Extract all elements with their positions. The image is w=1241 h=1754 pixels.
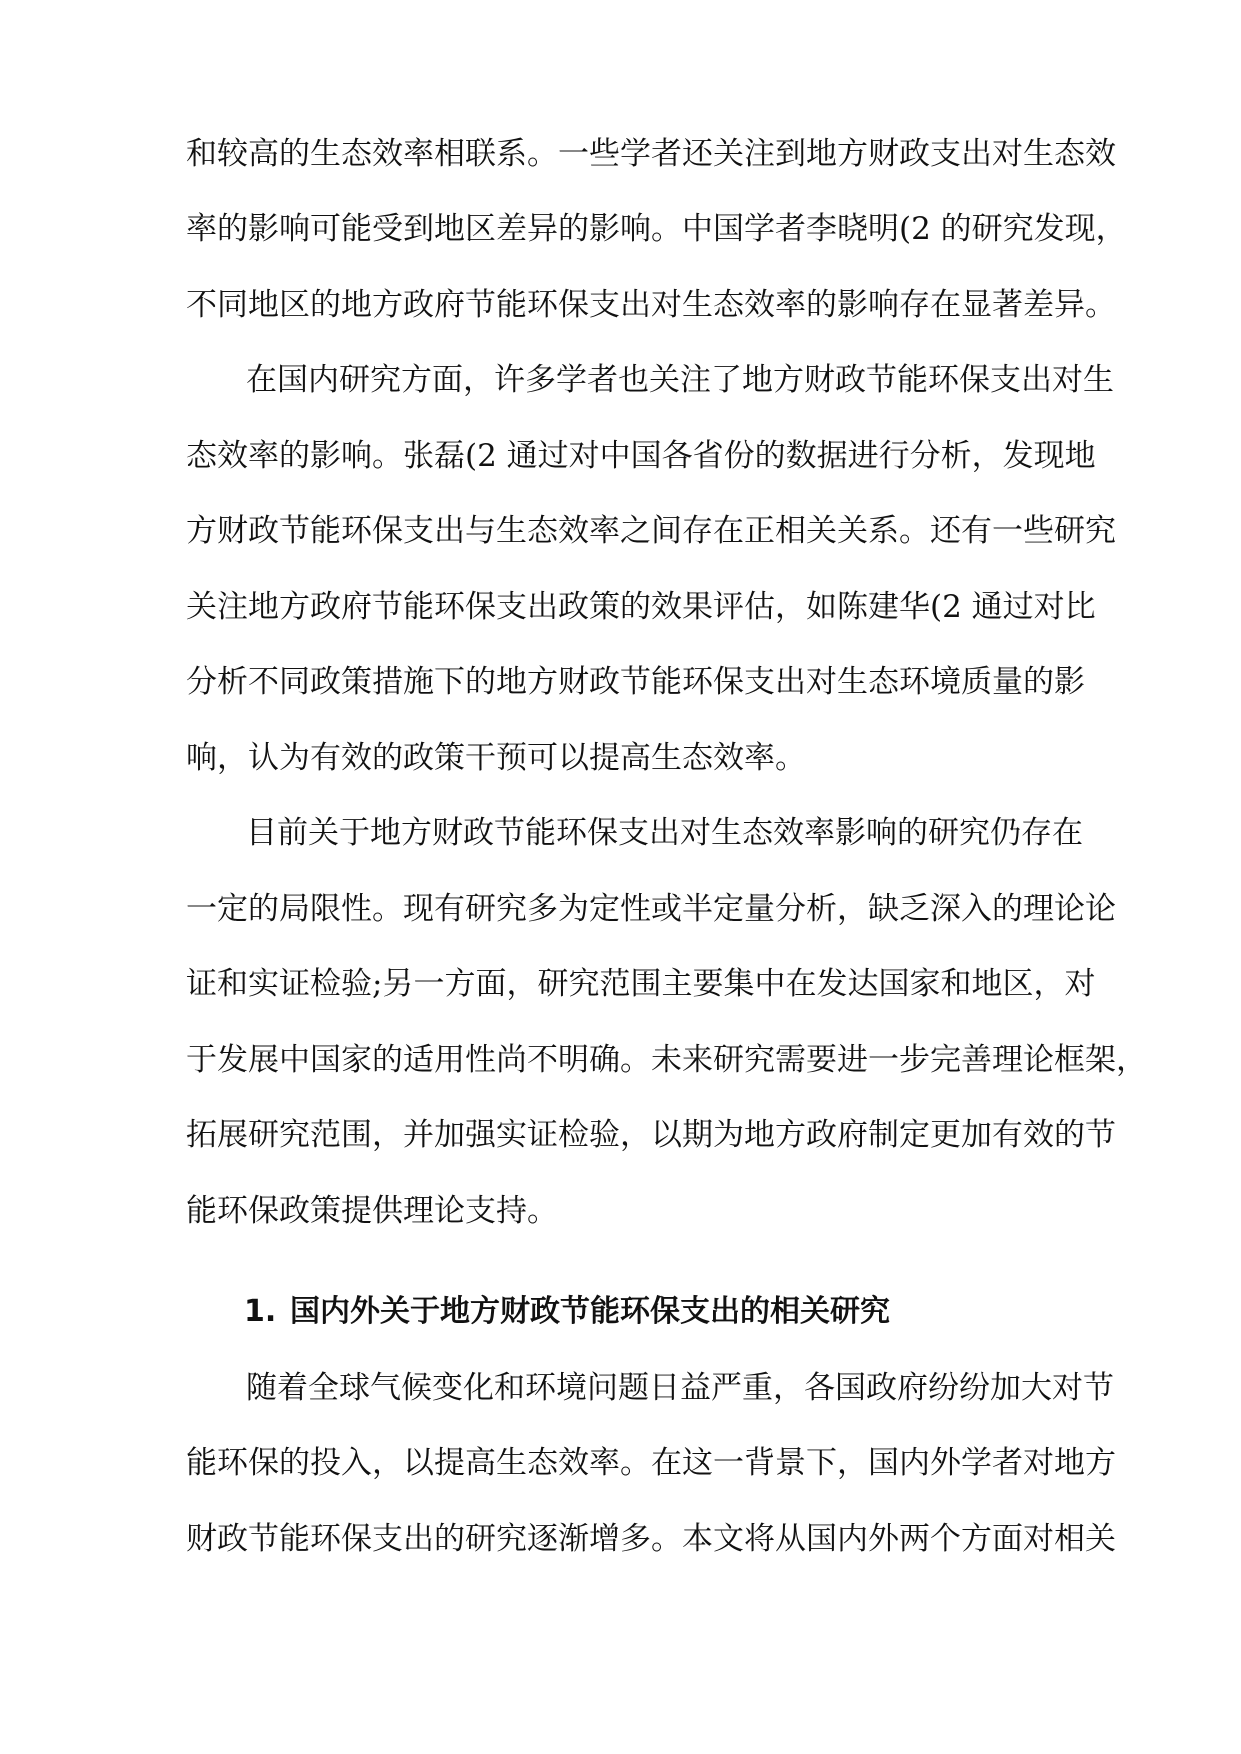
text-line: 方财政节能环保支出与生态效率之间存在正相关关系。还有一些研究: [186, 513, 1116, 549]
text-line: 拓展研究范围，并加强实证检验，以期为地方政府制定更加有效的节: [186, 1117, 1116, 1153]
text-line: 能环保政策提供理论支持。: [186, 1193, 558, 1229]
section-number: 1.: [244, 1294, 277, 1329]
text-line: 率的影响可能受到地区差异的影响。中国学者李晓明(2 的研究发现，: [186, 211, 1127, 247]
text-line: 和较高的生态效率相联系。一些学者还关注到地方财政支出对生态效: [186, 136, 1116, 172]
text-line: 在国内研究方面，许多学者也关注了地方财政节能环保支出对生: [246, 362, 1114, 398]
text-line: 关注地方政府节能环保支出政策的效果评估，如陈建华(2 通过对比: [186, 589, 1096, 625]
text-line: 财政节能环保支出的研究逐渐增多。本文将从国内外两个方面对相关: [186, 1521, 1116, 1557]
text-line: 能环保的投入，以提高生态效率。在这一背景下，国内外学者对地方: [186, 1445, 1116, 1481]
text-line: 分析不同政策措施下的地方财政节能环保支出对生态环境质量的影: [186, 664, 1085, 700]
text-line: 随着全球气候变化和环境问题日益严重，各国政府纷纷加大对节: [246, 1370, 1114, 1406]
text-line: 响，认为有效的政策干预可以提高生态效率。: [186, 740, 806, 776]
text-line: 态效率的影响。张磊(2 通过对中国各省份的数据进行分析，发现地: [186, 438, 1096, 474]
section-title: 国内外关于地方财政节能环保支出的相关研究: [290, 1294, 890, 1329]
text-line: 于发展中国家的适用性尚不明确。未来研究需要进一步完善理论框架，: [186, 1042, 1147, 1078]
text-line: 目前关于地方财政节能环保支出对生态效率影响的研究仍存在: [246, 815, 1083, 851]
text-line: 证和实证检验;另一方面，研究范围主要集中在发达国家和地区，对: [186, 966, 1096, 1002]
section-heading: [244, 1292, 890, 1332]
text-line: 一定的局限性。现有研究多为定性或半定量分析，缺乏深入的理论论: [186, 891, 1116, 927]
text-line: 不同地区的地方政府节能环保支出对生态效率的影响存在显著差异。: [186, 287, 1116, 323]
